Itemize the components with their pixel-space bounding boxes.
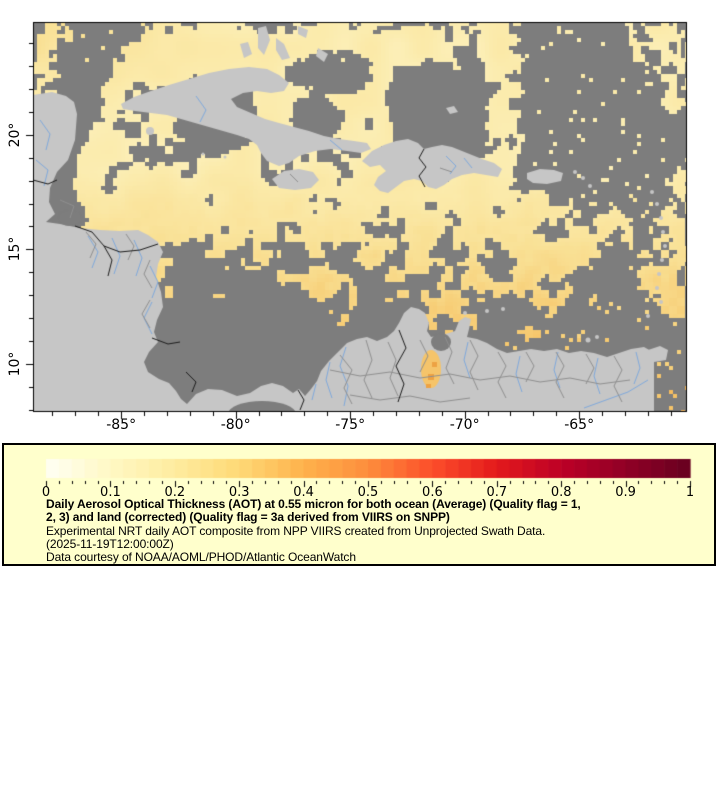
x-axis-tick-label: -80° [220,417,251,433]
colorbar-tick-label: 0.4 [293,485,314,500]
colorbar-tick-label: 0.8 [550,485,572,500]
caption-subtitle-line1: Experimental NRT daily AOT composite from NPP VIIRS created from Unprojected Swath Data. [46,523,546,538]
colorbar-tick-label: 0.1 [100,485,121,500]
colorbar-tick-label: 0.6 [422,485,443,500]
colorbar-panel [2,443,716,566]
x-axis-tick-label: -65° [564,417,595,433]
y-axis-tick-label: 15° [7,236,23,262]
y-axis-tick-label: 10° [7,351,23,377]
x-axis-tick-label: -75° [335,417,366,433]
colorbar-tick-label: 0 [41,485,51,500]
colorbar-tick-label: 1 [685,485,695,500]
colorbar-tick-label: 0.9 [615,485,636,500]
colorbar-tick-label: 0.3 [228,485,250,500]
x-axis-tick-label: -70° [449,417,480,433]
colorbar-tick-label: 0.5 [357,485,379,500]
x-axis-tick-label: -85° [106,417,137,433]
caption-credit: Data courtesy of NOAA/AOML/PHOD/Atlantic OceanWatch [46,550,356,565]
colorbar-tick-label: 0.2 [164,485,186,500]
y-axis-tick-label: 20° [7,122,23,148]
caption-block [46,498,581,564]
caption-title-line2: 2, 3) and land (corrected) (Quality flag = 3a derived from VIIRS on SNPP) [46,510,450,525]
colorbar-tick-label: 0.7 [486,485,508,500]
caption-title-line1: Daily Aerosol Optical Thickness (AOT) at 0.55 micron for both ocean (Average) (Quality flag = 1, [46,497,581,511]
caption-subtitle-line2: (2025-11-19T12:00:00Z) [46,536,174,551]
